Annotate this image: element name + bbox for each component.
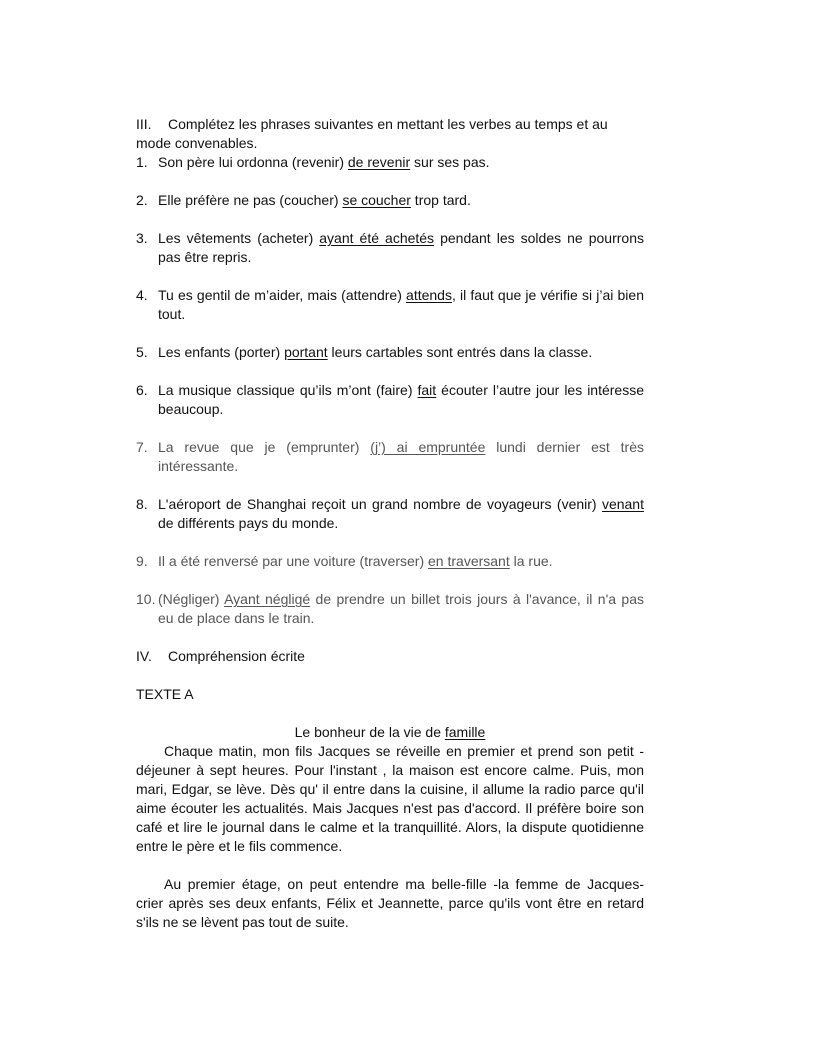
exercise-prompt: Il a été renversé par une voiture (traverser) — [158, 553, 429, 569]
exercise-text — [158, 153, 644, 172]
exercise-item-2 — [136, 191, 644, 210]
exercise-text — [158, 343, 644, 362]
exercise-text — [158, 438, 644, 476]
texte-title-underlined: famille — [444, 724, 486, 740]
exercise-answer: de revenir — [347, 154, 411, 170]
exercise-text — [158, 381, 644, 419]
exercise-suffix: pendant les soldes ne pourrons pas être repris. — [158, 230, 644, 265]
exercise-number: 10. — [136, 591, 156, 607]
exercise-answer: en traversant — [428, 553, 510, 569]
exercise-number: 6. — [136, 382, 148, 398]
exercise-text — [158, 286, 644, 324]
texte-label: TEXTE A — [136, 686, 194, 702]
exercise-suffix: de prendre un billet trois jours à l'avance, il n'a pas eu de place dans le train. — [158, 591, 644, 626]
exercise-suffix: écouter l’autre jour les intéresse beaucoup. — [158, 382, 645, 417]
exercise-answer: attends — [406, 287, 452, 303]
exercise-item-9 — [136, 552, 644, 571]
exercise-prompt: Les enfants (porter) — [158, 344, 285, 360]
exercise-prompt: La revue que je (emprunter) — [158, 439, 371, 455]
exercise-answer: se coucher — [342, 192, 411, 208]
section-4-title: Compréhension écrite — [168, 648, 305, 664]
exercise-suffix: trop tard. — [410, 192, 471, 208]
exercise-text — [158, 191, 644, 210]
exercise-item-8 — [136, 495, 644, 533]
texte-title — [136, 723, 644, 742]
exercise-prompt: Les vêtements (acheter) — [158, 230, 320, 246]
exercise-answer: (j’) ai empruntée — [370, 439, 486, 455]
texte-title-text: Le bonheur de la vie de — [294, 724, 445, 740]
exercise-number: 1. — [136, 154, 148, 170]
exercise-item-6 — [136, 381, 644, 419]
exercise-number: 7. — [136, 439, 148, 455]
texte-paragraph-1: Chaque matin, mon fils Jacques se réveille en premier et prend son petit -déjeuner à sept heures. Pour l'instant , la maison est encore calme. Puis, mon mari, Edgar, se lève. Dès qu' il entre dans la cuisine, il allume la radio parce qu'il aime écouter les actualités. Mais Jacques n'est pas d'accord. Il préfère boire son café et lire le journal dans le calme et la tranquillité. Alors, la dispute quotidienne entre le père et le fils commence. — [136, 743, 644, 854]
exercise-item-10 — [136, 590, 644, 628]
section-4-heading — [136, 647, 644, 666]
exercise-suffix: sur ses pas. — [410, 154, 490, 170]
exercise-suffix: lundi dernier est très intéressante. — [158, 439, 644, 474]
section-3-number: III. — [136, 116, 152, 132]
exercise-prompt: Son père lui ordonna (revenir) — [158, 154, 348, 170]
paragraph-spacer — [136, 856, 644, 875]
exercise-number: 2. — [136, 192, 148, 208]
exercise-item-4 — [136, 286, 644, 324]
texte-paragraph-2: Au premier étage, on peut entendre ma belle-fille -la femme de Jacques- crier après ses deux enfants, Félix et Jeannette, parce qu'ils vont être en retard s'ils ne se lèvent pas tout de suite. — [136, 876, 644, 930]
exercise-number: 4. — [136, 287, 148, 303]
exercise-text — [158, 495, 644, 533]
exercise-prompt: L'aéroport de Shanghai reçoit un grand nombre de voyageurs (venir) — [158, 496, 602, 512]
exercise-text — [158, 590, 644, 628]
section-3-text-block — [136, 115, 644, 153]
exercise-number: 9. — [136, 553, 148, 569]
exercise-answer: Ayant négligé — [224, 591, 311, 607]
exercise-prompt: La musique classique qu’ils m’ont (faire) — [158, 382, 418, 398]
exercise-answer: ayant été achetés — [319, 230, 435, 246]
exercise-prompt: Elle préfère ne pas (coucher) — [158, 192, 343, 208]
document-content — [136, 115, 644, 932]
exercise-suffix: leurs cartables sont entrés dans la classe. — [327, 344, 593, 360]
exercise-number: 8. — [136, 496, 148, 512]
exercise-item-1 — [136, 153, 644, 172]
exercise-answer: venant — [601, 496, 644, 512]
exercise-prompt: Tu es gentil de m’aider, mais (attendre) — [158, 287, 407, 303]
section-3-instruction: Complétez les phrases suivantes en mettant les verbes au temps et au mode convenables. — [136, 116, 608, 151]
exercise-text — [158, 552, 644, 571]
exercise-suffix: , il faut que je vérifie si j’ai bien tout. — [158, 287, 644, 322]
exercise-suffix: la rue. — [509, 553, 553, 569]
exercise-item-3 — [136, 229, 644, 267]
exercise-suffix: de différents pays du monde. — [158, 515, 339, 531]
exercise-text — [158, 229, 644, 267]
exercise-number: 5. — [136, 344, 148, 360]
exercise-number: 3. — [136, 230, 148, 246]
exercise-list — [136, 153, 644, 628]
section-4-number: IV. — [136, 648, 152, 664]
exercise-item-7 — [136, 438, 644, 476]
exercise-answer: fait — [417, 382, 437, 398]
section-3-heading — [136, 115, 644, 153]
exercise-prompt: (Négliger) — [158, 591, 225, 607]
exercise-item-5 — [136, 343, 644, 362]
exercise-answer: portant — [284, 344, 328, 360]
